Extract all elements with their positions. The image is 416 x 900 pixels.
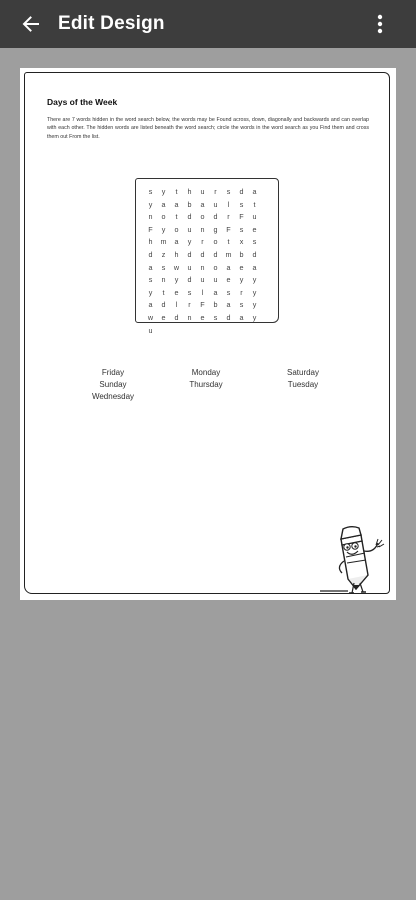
grid-letter: n [200, 262, 205, 272]
grid-letter: l [175, 300, 178, 310]
letter-grid [144, 186, 261, 337]
app-bar [0, 0, 416, 48]
back-button[interactable] [18, 12, 42, 36]
grid-letter: s [148, 187, 153, 196]
grid-letter: t [175, 187, 178, 196]
grid-letter: u [148, 325, 153, 335]
grid-letter: h [174, 249, 179, 259]
grid-letter: s [252, 237, 257, 247]
grid-letter: d [187, 249, 192, 259]
grid-letter: e [161, 312, 166, 322]
grid-letter: y [161, 224, 166, 234]
grid-letter: d [213, 212, 218, 222]
grid-letter: t [253, 199, 256, 209]
grid-letter: e [226, 275, 231, 285]
grid-letter: y [252, 312, 257, 322]
grid-letter: d [161, 300, 166, 310]
grid-letter: a [200, 199, 205, 209]
grid-letter: F [148, 224, 153, 234]
screen-title: Edit Design [58, 13, 165, 34]
worksheet-heading: Days of the Week [47, 97, 118, 107]
worksheet-instructions: There are 7 words hidden in the word search below, the words may be Found across, down, diagonally and backwards and can overlap with each other. The hidden words are listed beneath the word search; circle the words in the word search as you Find them and cross them out From the list. [47, 117, 369, 140]
grid-letter: y [148, 199, 153, 209]
grid-letter: a [213, 287, 218, 297]
grid-letter: z [161, 249, 166, 259]
grid-letter: y [239, 275, 244, 285]
grid-letter: r [201, 237, 204, 247]
grid-letter: n [161, 275, 166, 285]
grid-letter: w [173, 262, 180, 272]
grid-letter: u [200, 187, 205, 196]
grid-letter: s [187, 287, 192, 297]
grid-letter: d [187, 212, 192, 222]
grid-letter: y [252, 300, 257, 310]
grid-letter: n [148, 212, 153, 222]
grid-letter: y [148, 287, 153, 297]
grid-letter: s [239, 300, 244, 310]
grid-letter: s [239, 224, 244, 234]
grid-letter: w [147, 312, 154, 322]
grid-letter: d [174, 312, 179, 322]
grid-letter: n [200, 224, 205, 234]
grid-letter: e [200, 312, 205, 322]
more-vertical-icon [377, 14, 383, 34]
grid-letter: e [239, 262, 244, 272]
grid-letter: d [226, 312, 231, 322]
more-options-button[interactable] [368, 12, 392, 36]
grid-letter: s [161, 262, 166, 272]
grid-letter: d [213, 249, 218, 259]
word-search-grid [135, 178, 279, 335]
grid-letter: m [160, 237, 167, 247]
grid-letter: y [252, 275, 257, 285]
grid-letter: r [188, 300, 191, 310]
grid-letter: F [200, 300, 205, 310]
grid-letter: u [187, 262, 192, 272]
grid-letter: g [213, 224, 218, 234]
grid-letter: m [225, 249, 232, 259]
grid-letter: u [252, 212, 257, 222]
grid-letter: y [252, 287, 257, 297]
word-item: Saturday [286, 368, 320, 377]
word-item: Thursday [189, 380, 223, 389]
grid-letter: l [227, 199, 230, 209]
grid-letter: x [239, 237, 244, 247]
word-item: Tuesday [287, 380, 319, 389]
grid-letter: y [174, 275, 179, 285]
grid-letter: d [200, 249, 205, 259]
grid-letter: a [148, 300, 153, 310]
grid-letter: s [213, 312, 218, 322]
grid-letter: d [239, 187, 244, 196]
grid-letter: n [187, 312, 192, 322]
grid-letter: a [174, 199, 179, 209]
grid-letter: d [148, 249, 153, 259]
grid-letter: t [175, 212, 178, 222]
grid-letter: s [226, 287, 231, 297]
grid-letter: o [213, 237, 218, 247]
grid-letter: o [174, 224, 179, 234]
grid-letter: a [226, 300, 231, 310]
grid-letter: u [213, 199, 218, 209]
grid-letter: y [187, 237, 192, 247]
grid-letter: u [187, 224, 192, 234]
grid-letter: b [187, 199, 192, 209]
grid-letter: a [226, 262, 231, 272]
grid-letter: t [227, 237, 230, 247]
grid-letter: h [148, 237, 153, 247]
grid-letter: t [162, 287, 165, 297]
grid-letter: a [174, 237, 179, 247]
grid-letter: y [161, 187, 166, 196]
word-item: Friday [101, 368, 125, 377]
grid-letter: r [227, 212, 230, 222]
grid-letter: l [201, 287, 204, 297]
grid-letter: o [161, 212, 166, 222]
grid-letter: d [252, 249, 257, 259]
design-page[interactable] [20, 68, 396, 600]
arrow-back-icon [21, 15, 39, 33]
grid-letter: o [200, 212, 205, 222]
grid-letter: h [187, 187, 192, 196]
pencil-mascot-icon [316, 523, 396, 595]
grid-letter: s [226, 187, 231, 196]
grid-letter: F [239, 212, 244, 222]
grid-letter: d [187, 275, 192, 285]
grid-letter: r [214, 187, 217, 196]
grid-letter: e [252, 224, 257, 234]
grid-letter: s [148, 275, 153, 285]
grid-letter: e [174, 287, 179, 297]
grid-letter: a [239, 312, 244, 322]
grid-letter: b [213, 300, 218, 310]
grid-letter: u [213, 275, 218, 285]
grid-letter: a [161, 199, 166, 209]
grid-letter: s [239, 199, 244, 209]
grid-letter: b [239, 249, 244, 259]
word-item: Monday [191, 368, 221, 377]
grid-letter: a [252, 187, 257, 196]
word-item: Sunday [99, 380, 127, 389]
grid-letter: a [252, 262, 257, 272]
grid-letter: r [240, 287, 243, 297]
grid-letter: o [213, 262, 218, 272]
grid-letter: a [148, 262, 153, 272]
grid-letter: u [200, 275, 205, 285]
word-item: Wednesday [91, 392, 135, 401]
grid-letter: F [226, 224, 231, 234]
